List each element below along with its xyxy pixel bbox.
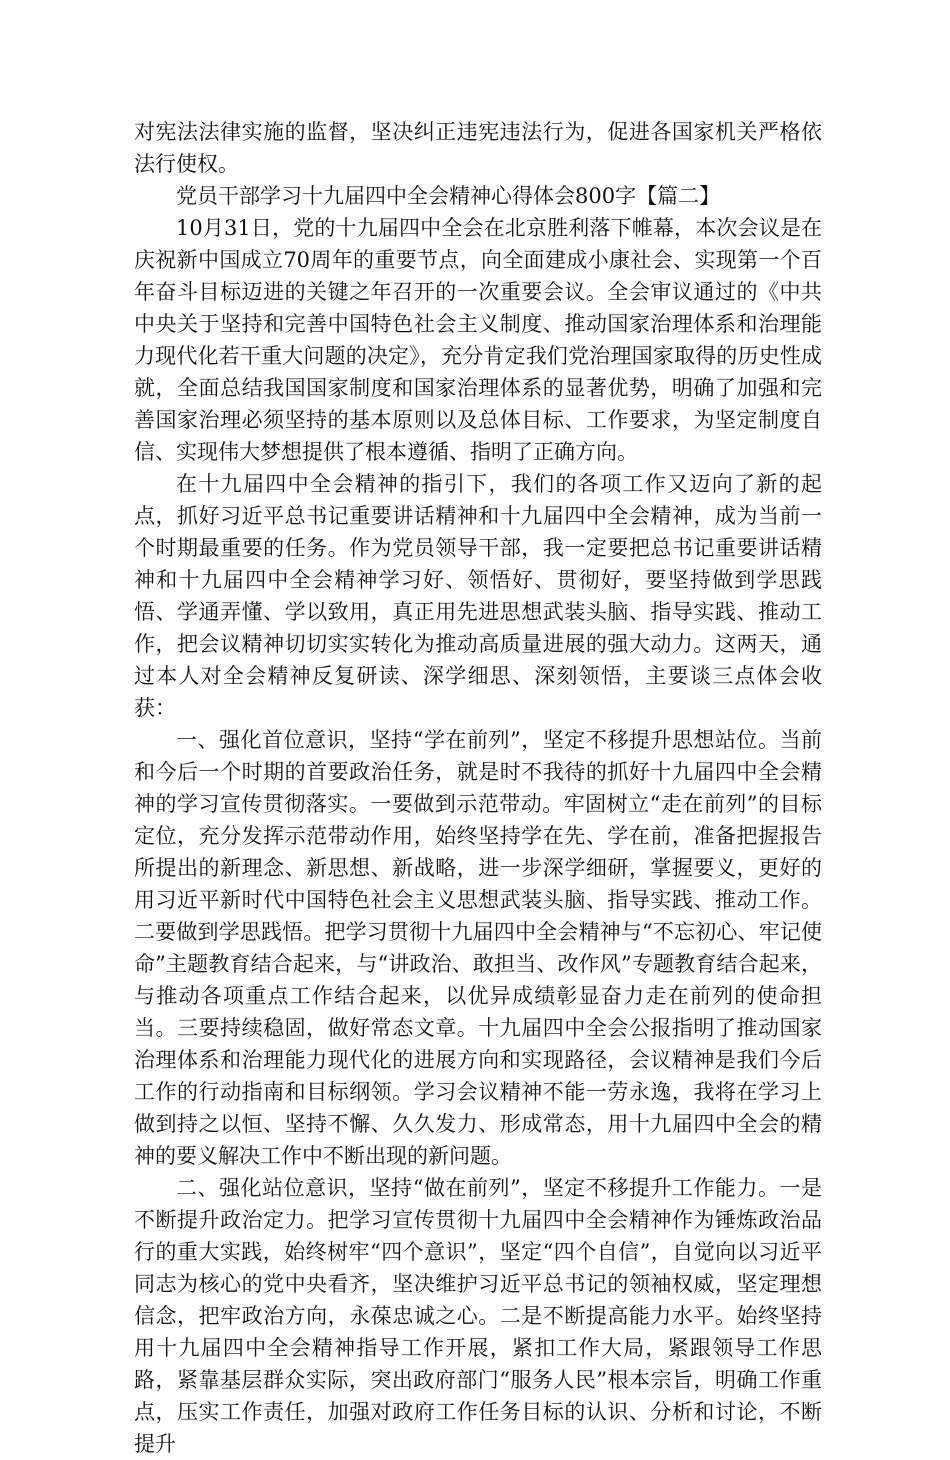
document-page [134, 116, 822, 1460]
paragraph-intro: 10月31日，党的十九届四中全会在北京胜利落下帷幕，本次会议是在庆祝新中国成立70周年的重要节点，向全面建成小康社会、实现第一个百年奋斗目标迈进的关键之年召开的一次重要会议。全会审议通过的《中共中央关于坚持和完善中国特色社会主义制度、推动国家治理体系和治理能力现代化若干重大问题的决定》，充分肯定我们党治理国家取得的历史性成就，全面总结我国国家制度和国家治理体系的显著优势，明确了加强和完善国家治理必须坚持的基本原则以及总体目标、工作要求，为坚定制度自信、实现伟大梦想提供了根本遵循、指明了正确方向。 [134, 216, 822, 464]
paragraph-point-two: 二、强化站位意识，坚持“做在前列”，坚定不移提升工作能力。一是不断提升政治定力。把学习宣传贯彻十九届四中全会精神作为锤炼政治品行的重大实践，始终树牢“四个意识”，坚定“四个自信”，自觉向以习近平同志为核心的党中央看齐，坚决维护习近平总书记的领袖权威，坚定理想信念，把牢政治方向，永葆忠诚之心。二是不断提高能力水平。始终坚持用十九届四中全会精神指导工作开展，紧扣工作大局，紧跟领导工作思路，紧靠基层群众实际，突出政府部门“服务人民”根本宗旨，明确工作重点，压实工作责任，加强对政府工作任务目标的认识、分析和讨论，不断提升 [134, 1176, 822, 1456]
paragraph-point-one: 一、强化首位意识，坚持“学在前列”，坚定不移提升思想站位。当前和今后一个时期的首要政治任务，就是时不我待的抓好十九届四中全会精神的学习宣传贯彻落实。一要做到示范带动。牢固树立“走在前列”的目标定位，充分发挥示范带动作用，始终坚持学在先、学在前，准备把握报告所提出的新理念、新思想、新战略，进一步深学细研，掌握要义，更好的用习近平新时代中国特色社会主义思想武装头脑、指导实践、推动工作。二要做到学思践悟。把学习贯彻十九届四中全会精神与“不忘初心、牢记使命”主题教育结合起来，与“讲政治、敢担当、改作风”专题教育结合起来，与推动各项重点工作结合起来，以优异成绩彰显奋力走在前列的使命担当。三要持续稳固，做好常态文章。十九届四中全会公报指明了推动国家治理体系和治理能力现代化的进展方向和实现路径，会议精神是我们今后工作的行动指南和目标纲领。学习会议精神不能一劳永逸，我将在学习上做到持之以恒、坚持不懈、久久发力、形成常态，用十九届四中全会的精神的要义解决工作中不断出现的新问题。 [134, 728, 822, 1168]
paragraph-guidance: 在十九届四中全会精神的指引下，我们的各项工作又迈向了新的起点，抓好习近平总书记重要讲话精神和十九届四中全会精神，成为当前一个时期最重要的任务。作为党员领导干部，我一定要把总书记重要讲话精神和十九届四中全会精神学习好、领悟好、贯彻好，要坚持做到学思践悟、学通弄懂、学以致用，真正用先进思想武装头脑、指导实践、推动工作，把会议精神切切实实转化为推动高质量进展的强大动力。这两天，通过本人对全会精神反复研读、深学细思、深刻领悟，主要谈三点体会收获： [134, 472, 822, 720]
paragraph-continuation: 对宪法法律实施的监督，坚决纠正违宪违法行为，促进各国家机关严格依法行使权。 [134, 120, 822, 176]
section-title: 党员干部学习十九届四中全会精神心得体会800字【篇二】 [176, 184, 721, 208]
